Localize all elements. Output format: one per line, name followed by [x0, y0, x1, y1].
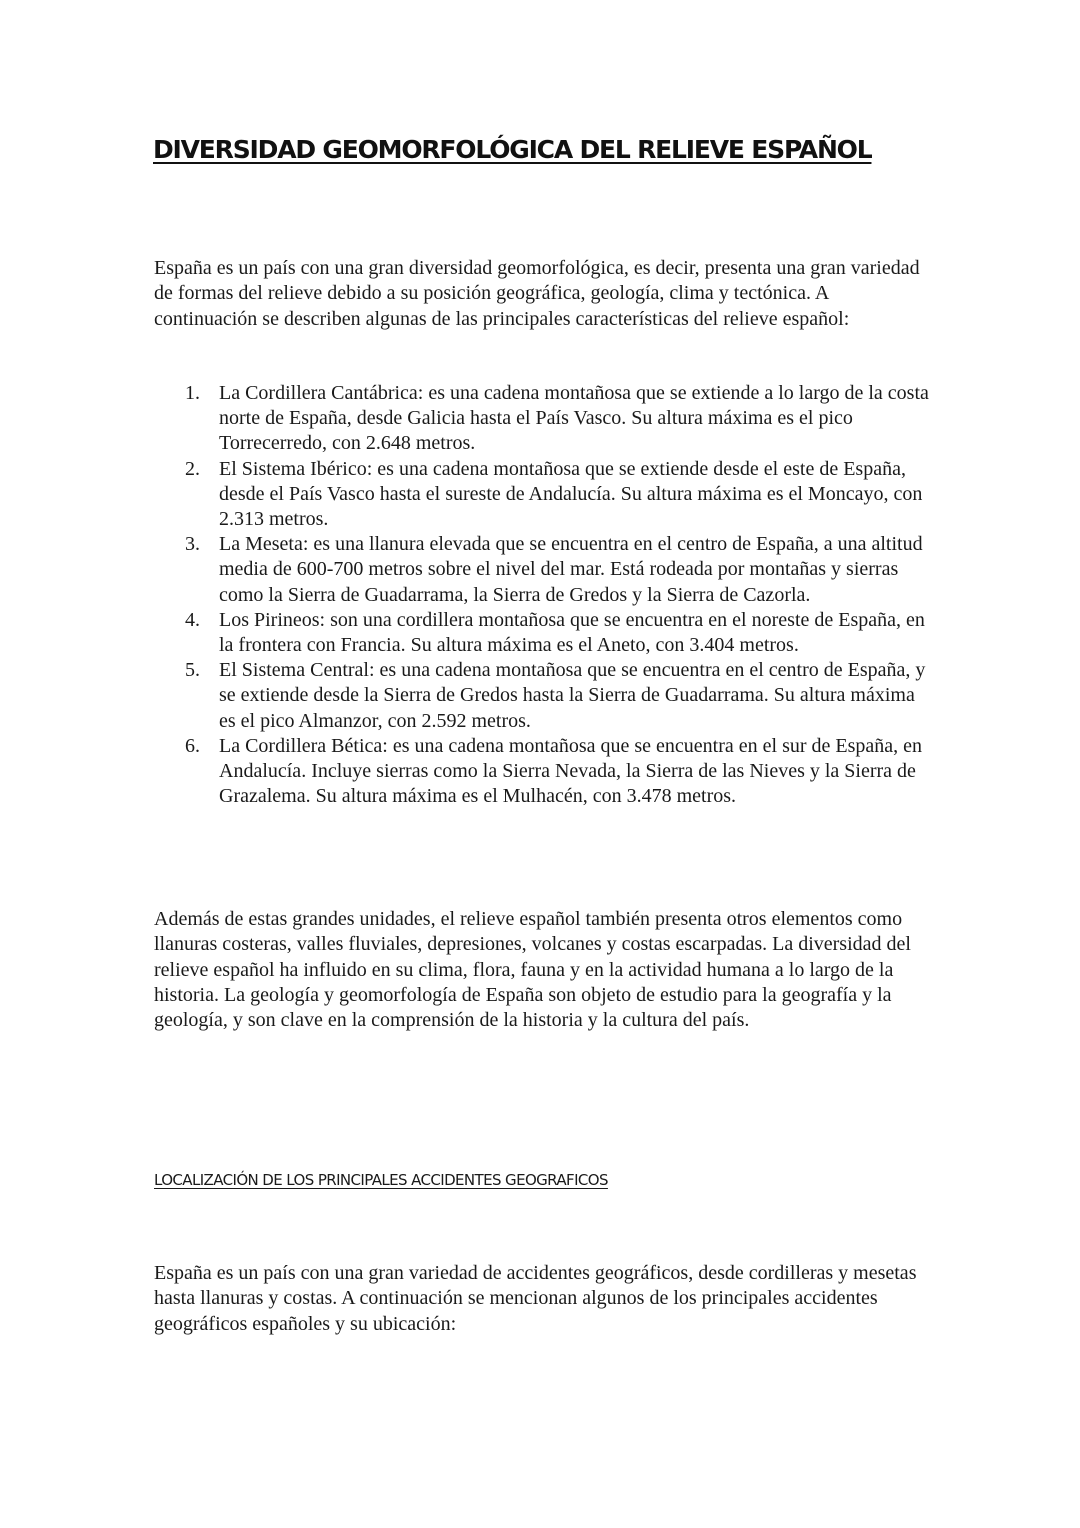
list-item: [154, 532, 934, 608]
list-item-text: El Sistema Central: es una cadena montañosa que se encuentra en el centro de España, y se extiende desde la Sierra de Gredos hasta la Sierra de Guadarrama. Su altura máxima es el pico Almanzor, con 2.592 metros.: [219, 659, 926, 732]
list-item-text: El Sistema Ibérico: es una cadena montañosa que se extiende desde el este de España, desde el País Vasco hasta el sureste de Andalucía. Su altura máxima es el Moncayo, con 2.313 metros.: [219, 457, 923, 531]
list-item: [154, 608, 934, 658]
list-item-text: Los Pirineos: son una cordillera montañosa que se encuentra en el noreste de España, en la frontera con Francia. Su altura máxima es el Aneto, con 3.404 metros.: [219, 608, 925, 657]
list-item-text: La Cordillera Cantábrica: es una cadena montañosa que se extiende a lo largo de la costa norte de España, desde Galicia hasta el País Vasco. Su altura máxima es el pico Torrecerredo, con 2.648 metros.: [219, 382, 929, 455]
list-item-number: 1.: [185, 382, 200, 404]
document-title: DIVERSIDAD GEOMORFOLÓGICA DEL RELIEVE ESPAÑOL: [153, 135, 872, 164]
list-item-number: 5.: [185, 659, 200, 682]
accidents-intro-paragraph: España es un país con una gran variedad de accidentes geográficos, desde cordilleras y mesetas hasta llanuras y costas. A continuación se mencionan algunos de los principales accidentes geográficos españoles y su ubicación:: [154, 1262, 917, 1335]
list-item-number: 2.: [185, 457, 200, 480]
intro-paragraph: España es un país con una gran diversidad geomorfológica, es decir, presenta una gran variedad de formas del relieve debido a su posición geográfica, geología, clima y tectónica. A continuación se describen algunas de las principales características del relieve español:: [154, 257, 920, 330]
closing-paragraph: Además de estas grandes unidades, el relieve español también presenta otros elementos como llanuras costeras, valles fluviales, depresiones, volcanes y costas escarpadas. La diversidad del relieve español ha influido en su clima, flora, fauna y en la actividad humana a lo largo de la historia. La geología y geomorfología de España son objeto de estudio para la geografía y la geología, y son clave en la comprensión de la historia y la cultura del país.: [154, 908, 911, 1032]
list-item: [154, 381, 934, 457]
list-item-number: 6.: [185, 734, 200, 757]
relief-units-list: [154, 381, 934, 809]
list-item: [154, 457, 934, 533]
list-item-text: La Cordillera Bética: es una cadena montañosa que se encuentra en el sur de España, en Andalucía. Incluye sierras como la Sierra Nevada, la Sierra de las Nieves y la Sierra de Grazalema. Su altura máxima es el Mulhacén, con 3.478 metros.: [219, 734, 923, 808]
list-item: [154, 734, 934, 810]
list-item-text: La Meseta: es una llanura elevada que se encuentra en el centro de España, a una altitud media de 600-700 metros sobre el nivel del mar. Está rodeada por montañas y sierras como la Sierra de Guadarrama, la Sierra de Gredos y la Sierra de Cazorla.: [219, 533, 923, 606]
list-item-number: 3.: [185, 533, 200, 556]
list-item-number: 4.: [185, 608, 200, 631]
list-item: [154, 658, 934, 734]
section-subtitle: LOCALIZACIÓN DE LOS PRINCIPALES ACCIDENTES GEOGRAFICOS: [154, 1171, 608, 1189]
